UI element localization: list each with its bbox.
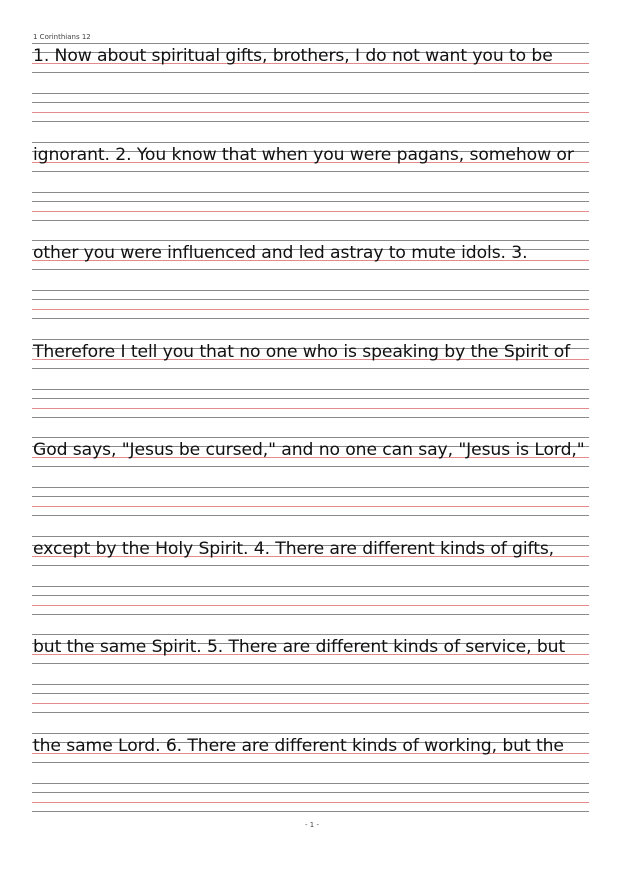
guide-line [32, 536, 589, 537]
model-text-line: but the same Spirit. 5. There are different kinds of service, but [33, 637, 566, 657]
guide-line [32, 398, 589, 399]
guide-line [32, 663, 589, 664]
guide-line [32, 290, 589, 291]
model-text-line: 1. Now about spiritual gifts, brothers, I do not want you to be [33, 46, 553, 66]
writing-block [32, 733, 589, 831]
guide-line [32, 201, 589, 202]
guide-line [32, 93, 589, 94]
guide-line [32, 339, 589, 340]
guide-line [32, 565, 589, 566]
writing-block [32, 536, 589, 634]
guide-line [32, 389, 589, 390]
writing-block [32, 142, 589, 240]
writing-block [32, 339, 589, 437]
baseline-guide-line [32, 408, 589, 409]
model-text-line: God says, "Jesus be cursed," and no one can say, "Jesus is Lord," [33, 440, 585, 460]
guide-line [32, 496, 589, 497]
guide-line [32, 614, 589, 615]
guide-line [32, 192, 589, 193]
writing-block [32, 437, 589, 535]
guide-line [32, 762, 589, 763]
guide-line [32, 437, 589, 438]
baseline-guide-line [32, 112, 589, 113]
page-header: 1 Corinthians 12 [33, 33, 91, 41]
guide-line [32, 487, 589, 488]
guide-line [32, 792, 589, 793]
guide-line [32, 121, 589, 122]
guide-line [32, 466, 589, 467]
writing-block [32, 43, 589, 141]
page-number: - 1 - [305, 821, 319, 829]
baseline-guide-line [32, 802, 589, 803]
guide-line [32, 586, 589, 587]
writing-block [32, 240, 589, 338]
guide-line [32, 684, 589, 685]
model-text-line: other you were influenced and led astray to mute idols. 3. [33, 243, 528, 263]
guide-line [32, 171, 589, 172]
guide-line [32, 43, 589, 44]
writing-block [32, 634, 589, 732]
guide-line [32, 102, 589, 103]
guide-line [32, 299, 589, 300]
guide-line [32, 783, 589, 784]
model-text-line: Therefore I tell you that no one who is speaking by the Spirit of [33, 342, 571, 362]
model-text-line: except by the Holy Spirit. 4. There are different kinds of gifts, [33, 539, 555, 559]
guide-line [32, 634, 589, 635]
baseline-guide-line [32, 506, 589, 507]
guide-line [32, 712, 589, 713]
guide-line [32, 417, 589, 418]
guide-line [32, 318, 589, 319]
baseline-guide-line [32, 703, 589, 704]
baseline-guide-line [32, 309, 589, 310]
guide-line [32, 733, 589, 734]
guide-line [32, 515, 589, 516]
guide-line [32, 595, 589, 596]
model-text-line: ignorant. 2. You know that when you were pagans, somehow or [33, 145, 574, 165]
guide-line [32, 811, 589, 812]
model-text-line: the same Lord. 6. There are different kinds of working, but the [33, 736, 564, 756]
guide-line [32, 693, 589, 694]
guide-line [32, 72, 589, 73]
baseline-guide-line [32, 605, 589, 606]
guide-line [32, 368, 589, 369]
baseline-guide-line [32, 211, 589, 212]
guide-line [32, 220, 589, 221]
guide-line [32, 240, 589, 241]
guide-line [32, 269, 589, 270]
guide-line [32, 142, 589, 143]
